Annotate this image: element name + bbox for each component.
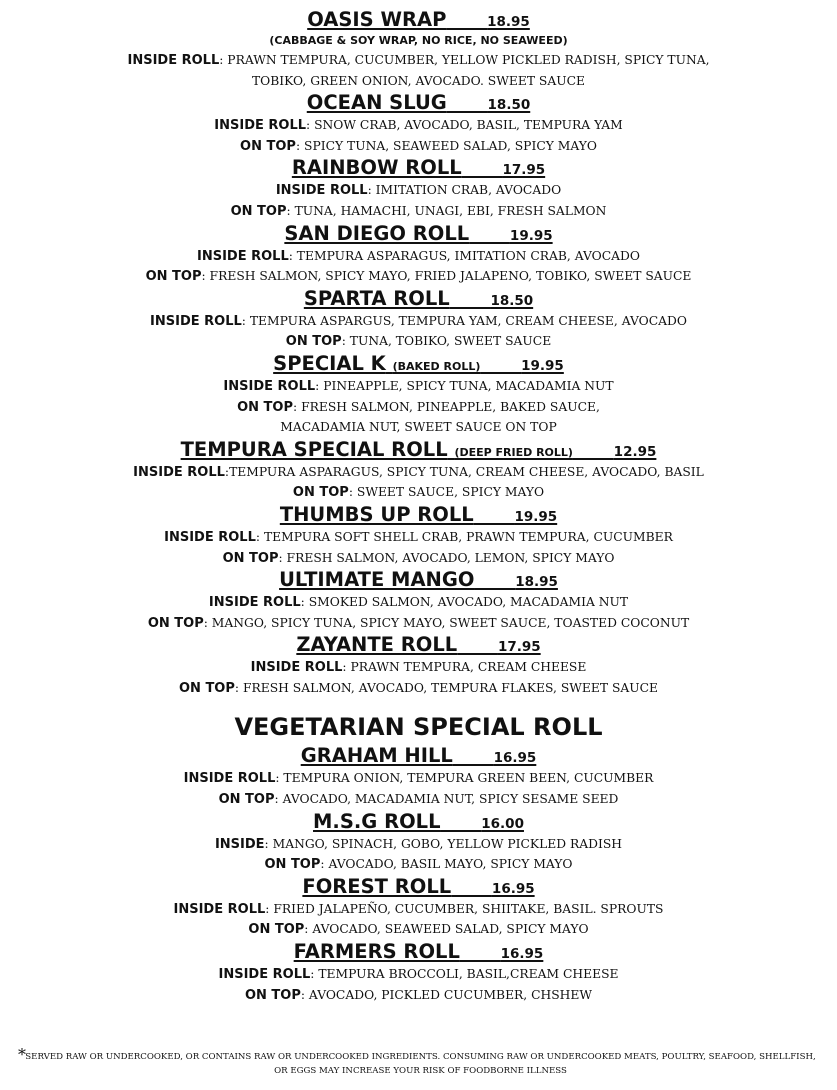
- menu-item: [0, 633, 837, 698]
- ingredient-text: IMITATION CRAB, AVOCADO: [375, 183, 562, 198]
- label-separator: :: [241, 313, 250, 328]
- item-name: TEMPURA SPECIAL ROLL: [180, 437, 448, 461]
- item-name: FARMERS ROLL: [293, 940, 460, 964]
- disclaimer-text: SERVED RAW OR UNDERCOOKED, OR CONTAINS RAW OR UNDERCOOKED INGREDIENTS. CONSUMING RAW OR UNDERCOOKED MEATS, POULTRY, SEAFOOD, SHELLFISH, OR EGGS MAY INCREASE YOUR RISK OF FOODBORNE ILLNESS: [25, 1052, 816, 1076]
- item-price: 17.95: [502, 162, 546, 179]
- label-separator: :: [265, 901, 274, 916]
- label-separator: :: [341, 334, 350, 349]
- item-title: [0, 503, 837, 527]
- ingredient-line: [0, 246, 837, 267]
- ingredient-line: [0, 657, 837, 678]
- ingredient-text: FRESH SALMON, AVOCADO, TEMPURA FLAKES, SWEET SAUCE: [242, 680, 659, 695]
- ingredient-label: INSIDE: [214, 836, 265, 852]
- item-title: [0, 222, 837, 246]
- label-separator: :: [219, 53, 228, 67]
- ingredient-label: ON TOP: [178, 680, 235, 696]
- label-separator: :: [310, 967, 319, 982]
- item-name: RAINBOW ROLL: [291, 156, 462, 180]
- ingredient-line: [0, 548, 837, 569]
- ingredient-text: PRAWN TEMPURA, CUCUMBER, YELLOW PICKLED RADISH, SPICY TUNA,: [227, 53, 710, 67]
- item-price: 16.95: [500, 946, 544, 963]
- ingredient-text: FRESH SALMON, AVOCADO, LEMON, SPICY MAYO: [286, 550, 615, 565]
- label-separator: :: [203, 615, 212, 630]
- item-title: [0, 940, 837, 964]
- ingredient-line: [0, 311, 837, 332]
- ingredient-text: SPICY TUNA, SEAWEED SALAD, SPICY MAYO: [304, 138, 597, 153]
- ingredient-line: [0, 592, 837, 613]
- ingredient-text: TOBIKO, GREEN ONION, AVOCADO. SWEET SAUCE: [251, 73, 585, 88]
- ingredient-label: INSIDE ROLL: [214, 118, 307, 134]
- label-separator: :: [234, 680, 243, 695]
- menu-item: [0, 875, 837, 940]
- menu-item: [0, 438, 837, 503]
- label-separator: :: [320, 857, 329, 872]
- label-separator: :: [224, 464, 230, 479]
- item-title: [0, 91, 837, 115]
- menu-item: [0, 744, 837, 809]
- ingredient-line: [0, 397, 837, 418]
- ingredient-label: ON TOP: [145, 269, 202, 285]
- ingredient-text: MANGO, SPICY TUNA, SPICY MAYO, SWEET SAUCE, TOASTED COCONUT: [211, 615, 690, 630]
- ingredient-text: SNOW CRAB, AVOCADO, BASIL, TEMPURA YAM: [314, 118, 623, 133]
- ingredient-label: INSIDE ROLL: [150, 313, 242, 329]
- label-separator: :: [255, 529, 264, 544]
- ingredient-label: INSIDE ROLL: [223, 378, 316, 394]
- item-name: FOREST ROLL: [302, 874, 452, 898]
- menu-item: [0, 8, 837, 91]
- ingredient-label: INSIDE ROLL: [196, 248, 289, 264]
- ingredient-line: [0, 899, 837, 920]
- ingredient-label: ON TOP: [147, 615, 204, 631]
- ingredient-label: INSIDE ROLL: [127, 53, 220, 68]
- ingredient-label: INSIDE ROLL: [133, 464, 225, 480]
- menu-item: [0, 568, 837, 633]
- item-price: 17.95: [497, 639, 541, 656]
- ingredient-text: TEMPURA ASPARGUS, TEMPURA YAM, CREAM CHEESE, AVOCADO: [249, 313, 687, 328]
- ingredient-label: INSIDE ROLL: [173, 901, 266, 917]
- label-separator: :: [201, 269, 210, 284]
- item-title: [0, 156, 837, 180]
- item-name: THUMBS UP ROLL: [279, 502, 474, 526]
- item-note: (DEEP FRIED ROLL): [454, 445, 573, 459]
- ingredient-line: [0, 266, 837, 287]
- ingredient-line: [0, 613, 837, 634]
- label-separator: :: [295, 138, 305, 153]
- vegetarian-rolls-list: [0, 744, 837, 1005]
- ingredient-text: TEMPURA ONION, TEMPURA GREEN BEEN, CUCUMBER: [283, 771, 654, 786]
- ingredient-label: ON TOP: [222, 550, 279, 566]
- item-name: ZAYANTE ROLL: [296, 633, 458, 657]
- item-price: 18.50: [487, 97, 531, 114]
- item-price: 12.95: [613, 443, 657, 460]
- ingredient-text: FRESH SALMON, SPICY MAYO, FRIED JALAPENO, TOBIKO, SWEET SAUCE: [209, 269, 692, 284]
- item-name: M.S.G ROLL: [313, 809, 441, 833]
- ingredient-line: [0, 50, 837, 71]
- special-rolls-list: [0, 8, 837, 698]
- label-separator: :: [300, 595, 309, 610]
- item-title: [0, 744, 837, 768]
- label-separator: :: [274, 792, 283, 807]
- ingredient-label: INSIDE ROLL: [164, 529, 256, 545]
- ingredient-line: [0, 919, 837, 940]
- ingredient-text: PINEAPPLE, SPICY TUNA, MACADAMIA NUT: [323, 378, 614, 393]
- ingredient-label: INSIDE ROLL: [250, 660, 343, 676]
- ingredient-line: [0, 201, 837, 222]
- label-separator: :: [367, 183, 376, 198]
- ingredient-line: [0, 482, 837, 503]
- ingredient-line: [0, 180, 837, 201]
- ingredient-label: ON TOP: [230, 203, 287, 219]
- item-title: [0, 568, 837, 592]
- item-name: OASIS WRAP: [307, 8, 447, 31]
- ingredient-text: SWEET SAUCE, SPICY MAYO: [356, 485, 545, 500]
- ingredient-text: TUNA, HAMACHI, UNAGI, EBI, FRESH SALMON: [294, 203, 607, 218]
- ingredient-text: TEMPURA BROCCOLI, BASIL,CREAM CHEESE: [318, 967, 619, 982]
- menu-item: [0, 503, 837, 568]
- item-name: SAN DIEGO ROLL: [284, 221, 470, 245]
- label-separator: :: [293, 399, 302, 414]
- ingredient-line: [0, 527, 837, 548]
- food-safety-disclaimer: [18, 1045, 823, 1078]
- item-price: 19.95: [521, 357, 564, 374]
- label-separator: :: [348, 485, 357, 500]
- ingredient-line: [0, 376, 837, 397]
- ingredient-line: [0, 789, 837, 810]
- label-separator: :: [300, 987, 309, 1002]
- ingredient-text: TUNA, TOBIKO, SWEET SAUCE: [349, 334, 552, 349]
- ingredient-line: [0, 331, 837, 352]
- item-title: [0, 875, 837, 899]
- item-price: 19.95: [514, 508, 558, 525]
- item-name: ULTIMATE MANGO: [279, 568, 475, 592]
- ingredient-line: [0, 768, 837, 789]
- ingredient-line: [0, 854, 837, 875]
- ingredient-line: [0, 71, 837, 92]
- ingredient-line: [0, 985, 837, 1006]
- menu-item: [0, 156, 837, 221]
- label-separator: :: [306, 118, 315, 133]
- ingredient-line: [0, 136, 837, 157]
- item-subtitle: (CABBAGE & SOY WRAP, NO RICE, NO SEAWEED): [269, 34, 568, 47]
- item-price: 18.95: [487, 14, 530, 30]
- ingredient-label: ON TOP: [248, 922, 305, 938]
- item-title: [0, 633, 837, 657]
- label-separator: :: [342, 660, 351, 675]
- ingredient-line: [0, 462, 837, 483]
- menu-item: [0, 352, 837, 438]
- ingredient-text: AVOCADO, PICKLED CUCUMBER, CHSHEW: [308, 987, 593, 1002]
- ingredient-text: SMOKED SALMON, AVOCADO, MACADAMIA NUT: [308, 595, 629, 610]
- ingredient-text: TEMPURA ASPARAGUS, SPICY TUNA, CREAM CHEESE, AVOCADO, BASIL: [229, 464, 704, 479]
- vegetarian-section-title: VEGETARIAN SPECIAL ROLL: [234, 713, 603, 742]
- item-name: GRAHAM HILL: [300, 744, 453, 768]
- ingredient-line: [0, 115, 837, 136]
- menu-item: [0, 222, 837, 287]
- label-separator: :: [278, 550, 287, 565]
- item-name: SPARTA ROLL: [303, 286, 450, 310]
- item-price: 16.95: [491, 880, 535, 897]
- item-price: 18.50: [490, 292, 534, 309]
- ingredient-label: ON TOP: [292, 485, 349, 501]
- menu-item: [0, 940, 837, 1005]
- ingredient-text: MACADAMIA NUT, SWEET SAUCE ON TOP: [280, 420, 557, 435]
- disclaimer-asterisk: *: [18, 1045, 26, 1064]
- item-title: [0, 438, 837, 462]
- item-name: OCEAN SLUG: [306, 91, 447, 115]
- item-note: (BAKED ROLL): [392, 359, 481, 373]
- ingredient-label: INSIDE ROLL: [208, 595, 301, 611]
- menu-item: [0, 91, 837, 156]
- item-title: [0, 8, 837, 32]
- ingredient-text: TEMPURA SOFT SHELL CRAB, PRAWN TEMPURA, CUCUMBER: [263, 529, 673, 544]
- ingredient-label: INSIDE ROLL: [183, 771, 276, 787]
- item-title: [0, 352, 837, 376]
- ingredient-text: FRESH SALMON, PINEAPPLE, BAKED SAUCE,: [301, 399, 600, 414]
- menu-page: [0, 8, 837, 1005]
- item-price: 16.00: [481, 815, 524, 832]
- label-separator: :: [275, 771, 284, 786]
- label-separator: :: [286, 203, 295, 218]
- ingredient-label: ON TOP: [240, 138, 296, 154]
- ingredient-text: MANGO, SPINACH, GOBO, YELLOW PICKLED RADISH: [272, 836, 623, 851]
- menu-item: [0, 810, 837, 875]
- ingredient-label: INSIDE ROLL: [275, 183, 368, 199]
- label-separator: :: [304, 922, 313, 937]
- ingredient-text: AVOCADO, SEAWEED SALAD, SPICY MAYO: [312, 922, 589, 937]
- ingredient-text: AVOCADO, MACADAMIA NUT, SPICY SESAME SEED: [282, 792, 619, 807]
- menu-item: [0, 287, 837, 352]
- ingredient-text: FRIED JALAPEÑO, CUCUMBER, SHIITAKE, BASIL. SPROUTS: [273, 901, 664, 916]
- item-title: [0, 810, 837, 834]
- label-separator: :: [288, 248, 297, 263]
- ingredient-label: ON TOP: [218, 792, 275, 808]
- item-price: 19.95: [509, 227, 553, 244]
- ingredient-label: ON TOP: [244, 987, 301, 1003]
- ingredient-line: [0, 678, 837, 699]
- ingredient-line: [0, 964, 837, 985]
- ingredient-text: PRAWN TEMPURA, CREAM CHEESE: [350, 660, 587, 675]
- item-title: [0, 287, 837, 311]
- ingredient-line: [0, 417, 837, 438]
- ingredient-line: [0, 834, 837, 855]
- item-price: 18.95: [515, 574, 558, 591]
- ingredient-label: ON TOP: [285, 334, 342, 350]
- ingredient-label: ON TOP: [264, 857, 321, 873]
- item-price: 16.95: [493, 750, 537, 767]
- ingredient-text: TEMPURA ASPARAGUS, IMITATION CRAB, AVOCADO: [296, 248, 640, 263]
- item-name: SPECIAL K: [273, 351, 386, 375]
- label-separator: :: [315, 378, 324, 393]
- ingredient-label: ON TOP: [237, 399, 293, 415]
- ingredient-label: INSIDE ROLL: [218, 967, 311, 983]
- ingredient-text: AVOCADO, BASIL MAYO, SPICY MAYO: [328, 857, 573, 872]
- label-separator: :: [264, 836, 273, 851]
